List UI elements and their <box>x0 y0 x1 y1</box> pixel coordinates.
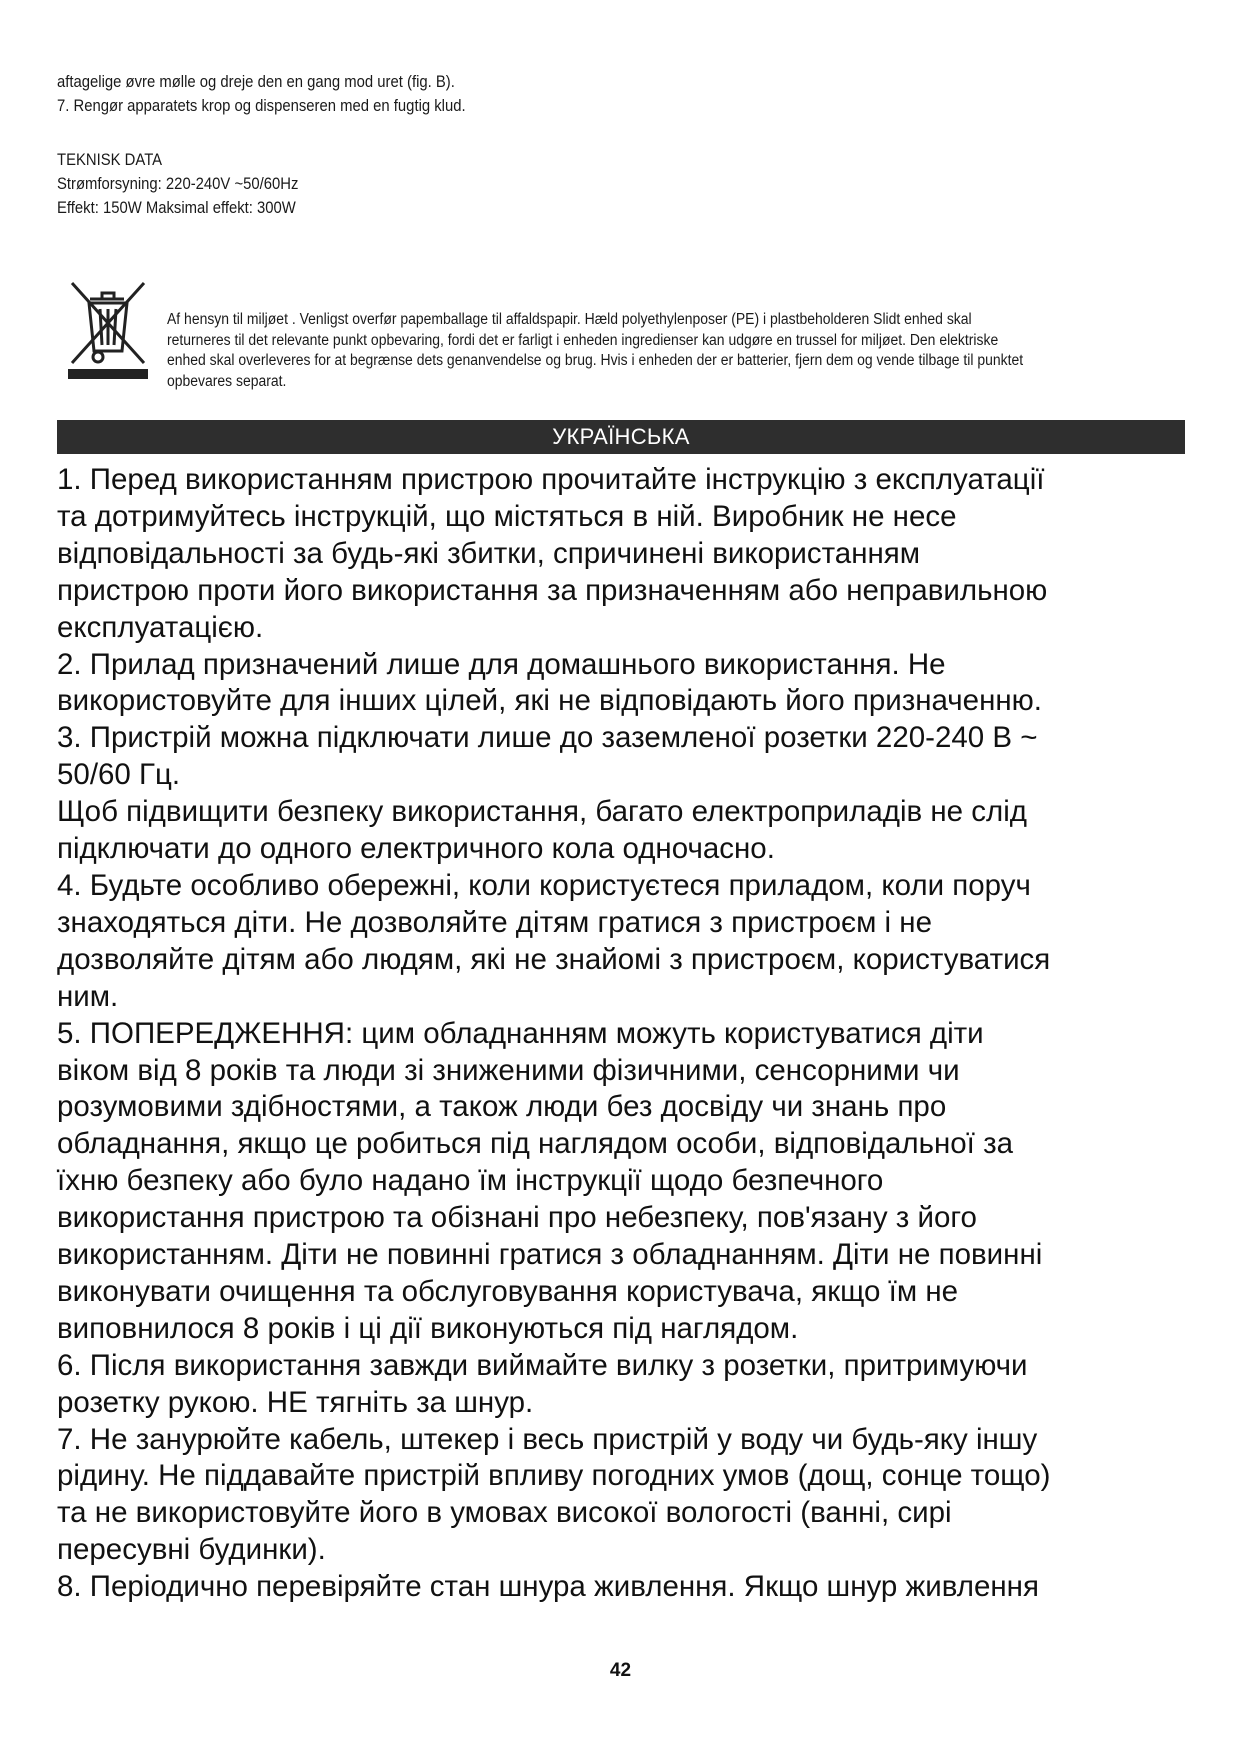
instruction-line: ним. <box>57 979 119 1013</box>
instruction-line: використання пристрою та обізнані про небезпеку, пов'язану з його <box>57 1201 977 1235</box>
instruction-line: експлуатацією. <box>57 610 264 644</box>
instruction-line: дозволяйте дітям або людям, які не знайомі з пристроєм, користуватися <box>57 942 1051 976</box>
page-number: 42 <box>609 1660 632 1681</box>
danish-line-2: 7. Rengør apparatets krop og dispenseren med en fugtig klud. <box>57 97 466 115</box>
instruction-line: 8. Періодично перевіряйте стан шнура живлення. Якщо шнур живлення <box>57 1570 1039 1604</box>
danish-line-1: aftagelige øvre mølle og dreje den en gang mod uret (fig. B). <box>57 73 455 91</box>
environment-line: returneres til det relevante punkt opbevaring, fordi det er farligt i enheden ingredienser kan udgøre en trussel for miljøet. Den elektriske <box>167 331 999 349</box>
tech-supply: Strømforsyning: 220-240V ~50/60Hz <box>57 175 299 193</box>
instruction-line: використанням. Діти не повинні гратися з обладнанням. Діти не повинні <box>57 1238 1043 1272</box>
instruction-line: розетку рукою. НЕ тягніть за шнур. <box>57 1385 534 1419</box>
environment-notice <box>167 310 1023 392</box>
instruction-line: розумовими здібностями, а також люди без досвіду чи знань про <box>57 1090 947 1124</box>
instruction-line: 7. Не занурюйте кабель, штекер і весь пристрій у воду чи будь-яку іншу <box>57 1422 1038 1456</box>
instruction-line: 5. ПОПЕРЕДЖЕННЯ: цим обладнанням можуть користуватися діти <box>57 1016 984 1050</box>
crossed-out-wheelie-bin-icon <box>62 277 154 381</box>
language-section-header: УКРАЇНСЬКА <box>57 420 1185 454</box>
ukrainian-instructions <box>57 462 1197 1606</box>
environment-line: Af hensyn til miljøet . Venligst overfør papemballage til affaldspapir. Hæld polyethylenposer (PE) i plastbeholderen Slidt enhed skal <box>167 311 972 328</box>
instruction-line: виконувати очищення та обслуговування користувача, якщо їм не <box>57 1274 959 1308</box>
instruction-line: їхню безпеку або було надано їм інструкції щодо безпечного <box>57 1164 884 1198</box>
instruction-line: використовуйте для інших цілей, які не відповідають його призначенню. <box>57 684 1042 718</box>
instruction-line: підключати до одного електричного кола одночасно. <box>57 832 775 866</box>
instruction-line: віком від 8 років та люди зі зниженими фізичними, сенсорними чи <box>57 1053 960 1087</box>
instruction-line: пристрою проти його використання за призначенням або неправильною <box>57 573 1048 607</box>
instruction-line: пересувні будинки). <box>57 1533 326 1567</box>
instruction-line: 1. Перед використанням пристрою прочитайте інструкцію з експлуатації <box>57 463 1045 496</box>
technical-data <box>57 148 298 220</box>
instruction-line: 50/60 Гц. <box>57 758 181 792</box>
instruction-line: та не використовуйте його в умовах високої вологості (ванні, сирі <box>57 1496 952 1530</box>
danish-continuation <box>57 70 466 118</box>
instruction-line: відповідальності за будь-які збитки, спричинені використанням <box>57 536 921 570</box>
instruction-line: та дотримуйтесь інструкцій, що містяться в ній. Виробник не несе <box>57 499 957 533</box>
environment-line: opbevares separat. <box>167 372 287 390</box>
instruction-line: знаходяться діти. Не дозволяйте дітям гратися з пристроєм і не <box>57 905 933 939</box>
instruction-line: 6. Після використання завжди виймайте вилку з розетки, притримуючи <box>57 1348 1028 1382</box>
tech-heading: TEKNISK DATA <box>57 151 163 169</box>
instruction-line: 2. Прилад призначений лише для домашнього використання. Не <box>57 647 946 681</box>
instruction-line: обладнання, якщо це робиться під наглядом особи, відповідальної за <box>57 1127 1013 1161</box>
tech-power: Effekt: 150W Maksimal effekt: 300W <box>57 199 296 217</box>
instruction-line: Щоб підвищити безпеку використання, багато електроприладів не слід <box>57 795 1027 829</box>
environment-line: enhed skal overleveres for at begrænse dets genanvendelse og brug. Hvis i enheden der er batterier, fjern dem og vende tilbage til punktet <box>167 352 1024 369</box>
instruction-line: виповнилося 8 років і ці дії виконуються під наглядом. <box>57 1311 799 1345</box>
instruction-line: 4. Будьте особливо обережні, коли користуєтеся приладом, коли поруч <box>57 868 1031 902</box>
instruction-line: 3. Пристрій можна підключати лише до заземленої розетки 220-240 В ~ <box>57 721 1038 755</box>
instruction-line: рідину. Не піддавайте пристрій впливу погодних умов (дощ, сонце тощо) <box>57 1459 1051 1493</box>
